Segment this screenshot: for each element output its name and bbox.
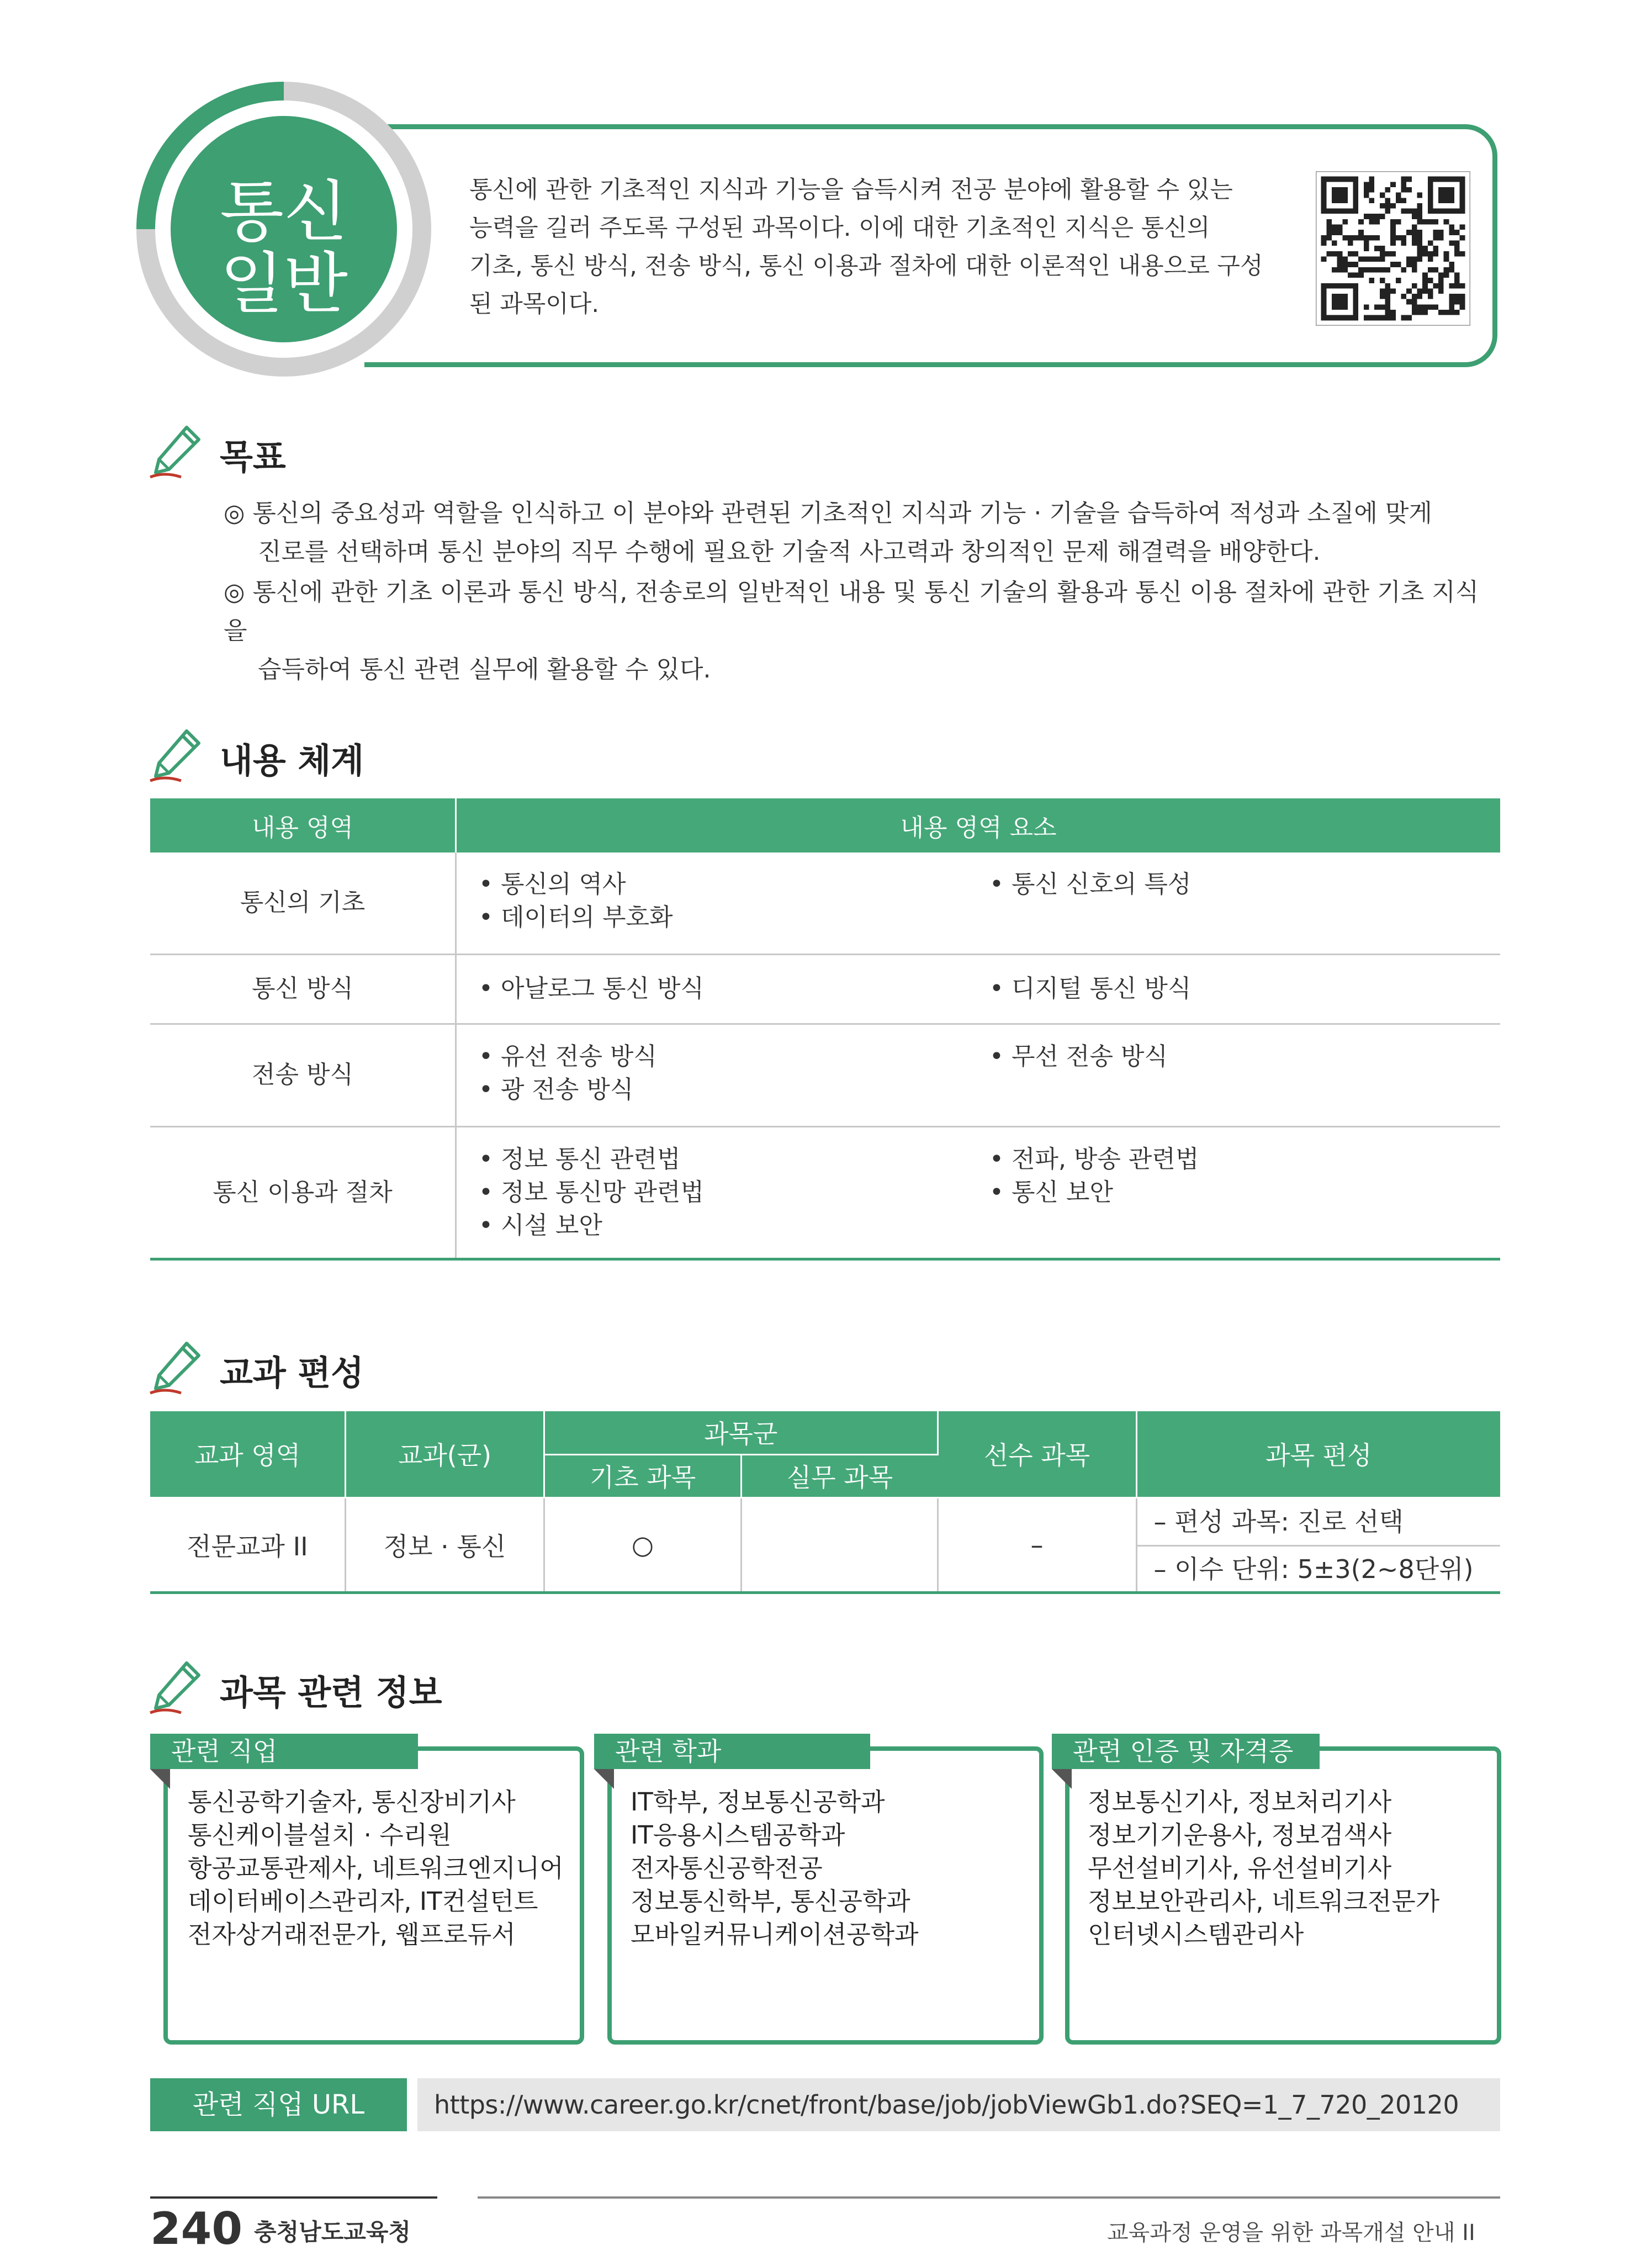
qr-code-icon[interactable] xyxy=(1316,171,1470,326)
list-item: 전자통신공학전공 xyxy=(631,1854,823,1883)
list-item: IT응용시스템공학과 xyxy=(631,1820,845,1850)
list-item: 정보통신기사, 정보처리기사 xyxy=(1088,1787,1392,1817)
tab-fold xyxy=(594,1769,614,1789)
footer-divider xyxy=(150,2196,437,2199)
table-header: 교과(군) xyxy=(346,1411,544,1497)
table-row xyxy=(150,1126,1500,1259)
element-item: • 데이터의 부호화 xyxy=(479,903,673,931)
footer-divider xyxy=(478,2196,1500,2199)
related-certifications-tab: 관련 인증 및 자격증 xyxy=(1052,1734,1320,1769)
element-item: • 통신 보안 xyxy=(989,1178,1113,1206)
element-item: • 통신의 역사 xyxy=(479,870,626,898)
intro-line: 능력을 길러 주도록 구성된 과목이다. 이에 대한 기초적인 지식은 통신의 xyxy=(469,214,1210,242)
pencil-icon xyxy=(148,1659,205,1716)
table-header: 실무 과목 xyxy=(742,1454,938,1497)
intro-line: 기초, 통신 방식, 전송 방식, 통신 이용과 절차에 대한 이론적인 내용으로 구성 xyxy=(469,252,1263,280)
content-area-cell: 통신 이용과 절차 xyxy=(150,1126,456,1259)
content-elements-cell xyxy=(456,1126,1501,1259)
content-system-heading: 내용 체계 xyxy=(220,740,364,781)
list-item: 데이터베이스관리자, IT컨설턴트 xyxy=(188,1887,538,1916)
list-item: 무선설비기사, 유선설비기사 xyxy=(1088,1854,1392,1883)
pencil-icon xyxy=(148,727,205,784)
page-number: 240 xyxy=(150,2203,242,2254)
table-header: 교과 영역 xyxy=(150,1411,346,1497)
book-title: 교육과정 운영을 위한 과목개설 안내 II xyxy=(1107,2220,1475,2246)
element-item: • 시설 보안 xyxy=(479,1211,602,1240)
tab-fold xyxy=(150,1769,170,1789)
element-item: • 무선 전송 방식 xyxy=(989,1042,1168,1071)
list-item: IT학부, 정보통신공학과 xyxy=(631,1787,885,1817)
content-system-table xyxy=(150,798,1500,1261)
content-elements-cell xyxy=(456,852,1501,954)
related-certifications-list xyxy=(1088,1786,1439,1951)
element-item: • 전파, 방송 관련법 xyxy=(989,1145,1199,1173)
list-item: 통신공학기술자, 통신장비기사 xyxy=(188,1787,516,1817)
subject-title-line2: 일반 xyxy=(220,246,348,322)
related-departments-tab: 관련 학과 xyxy=(594,1734,870,1769)
job-url-link[interactable]: https://www.career.go.kr/cnet/front/base/job/jobViewGb1.do?SEQ=1_7_720_20120 xyxy=(417,2078,1500,2131)
table-header: 과목 편성 xyxy=(1136,1411,1500,1497)
goal-line: 습득하여 통신 관련 실무에 활용할 수 있다. xyxy=(258,655,711,684)
intro-text xyxy=(469,171,1275,324)
org-basic-cell: ○ xyxy=(544,1497,742,1592)
list-item: 정보보안관리사, 네트워크전문가 xyxy=(1088,1887,1440,1916)
content-area-cell: 통신 방식 xyxy=(150,954,456,1024)
org-group-cell: 정보 · 통신 xyxy=(346,1497,544,1592)
list-item: 인터넷시스템관리사 xyxy=(1088,1920,1304,1949)
publisher-name: 충청남도교육청 xyxy=(254,2218,411,2246)
pencil-icon xyxy=(148,423,205,480)
element-item: • 광 전송 방식 xyxy=(479,1075,634,1104)
table-row xyxy=(150,1024,1500,1126)
related-info-heading: 과목 관련 정보 xyxy=(220,1672,442,1713)
list-item: 전자상거래전문가, 웹프로듀서 xyxy=(188,1920,516,1949)
content-elements-cell xyxy=(456,954,1501,1024)
org-area-cell: 전문교과 II xyxy=(150,1497,346,1592)
table-header: 내용 영역 xyxy=(150,798,456,852)
related-jobs-list xyxy=(188,1786,564,1951)
list-item: 통신케이블설치 · 수리원 xyxy=(188,1820,452,1850)
element-item: • 정보 통신망 관련법 xyxy=(479,1178,704,1206)
table-row xyxy=(150,954,1500,1024)
goal-item xyxy=(224,573,1494,689)
organization-table xyxy=(150,1411,1500,1594)
subject-title-line1: 통신 xyxy=(220,174,348,251)
composition-line: – 편성 과목: 진로 선택 xyxy=(1153,1506,1404,1537)
goal-item xyxy=(224,494,1494,571)
list-item: 정보통신학부, 통신공학과 xyxy=(631,1887,910,1916)
tab-fold xyxy=(1052,1769,1072,1789)
intro-line: 된 과목이다. xyxy=(469,290,600,318)
organization-heading: 교과 편성 xyxy=(220,1353,364,1393)
element-item: • 정보 통신 관련법 xyxy=(479,1145,681,1173)
org-practical-cell xyxy=(742,1497,938,1592)
list-item: 항공교통관제사, 네트워크엔지니어 xyxy=(188,1854,564,1883)
table-row xyxy=(150,1497,1500,1592)
org-composition-cell xyxy=(1136,1497,1500,1592)
related-jobs-tab: 관련 직업 xyxy=(150,1734,418,1769)
table-row xyxy=(150,852,1500,954)
job-url-label: 관련 직업 URL xyxy=(150,2078,407,2131)
content-elements-cell xyxy=(456,1024,1501,1126)
list-item: 모바일커뮤니케이션공학과 xyxy=(631,1920,919,1949)
pencil-icon xyxy=(148,1339,205,1396)
goal-line: 진로를 선택하며 통신 분야의 직무 수행에 필요한 기술적 사고력과 창의적인 문제 해결력을 배양한다. xyxy=(258,538,1321,566)
related-departments-list xyxy=(631,1786,919,1951)
table-header: 기초 과목 xyxy=(544,1454,742,1497)
org-prereq-cell: – xyxy=(938,1497,1136,1592)
element-item: • 디지털 통신 방식 xyxy=(989,975,1192,1003)
table-header: 선수 과목 xyxy=(938,1411,1136,1497)
element-item: • 유선 전송 방식 xyxy=(479,1042,657,1071)
goals-heading: 목표 xyxy=(220,437,286,477)
element-item: • 아날로그 통신 방식 xyxy=(479,975,704,1003)
goal-line: ◎ 통신에 관한 기초 이론과 통신 방식, 전송로의 일반적인 내용 및 통신 기술의 활용과 통신 이용 절차에 관한 기초 지식을 xyxy=(224,578,1479,645)
intro-line: 통신에 관한 기초적인 지식과 기능을 습득시켜 전공 분야에 활용할 수 있는 xyxy=(469,176,1233,204)
composition-line: – 이수 단위: 5±3(2~8단위) xyxy=(1137,1545,1501,1591)
table-header: 과목군 xyxy=(544,1411,938,1454)
list-item: 정보기기운용사, 정보검색사 xyxy=(1088,1820,1392,1850)
content-area-cell: 통신의 기초 xyxy=(150,852,456,954)
element-item: • 통신 신호의 특성 xyxy=(989,870,1192,898)
goal-line: ◎ 통신의 중요성과 역할을 인식하고 이 분야와 관련된 기초적인 지식과 기능 · 기술을 습득하여 적성과 소질에 맞게 xyxy=(224,499,1432,527)
content-area-cell: 전송 방식 xyxy=(150,1024,456,1126)
table-header: 내용 영역 요소 xyxy=(456,798,1501,852)
